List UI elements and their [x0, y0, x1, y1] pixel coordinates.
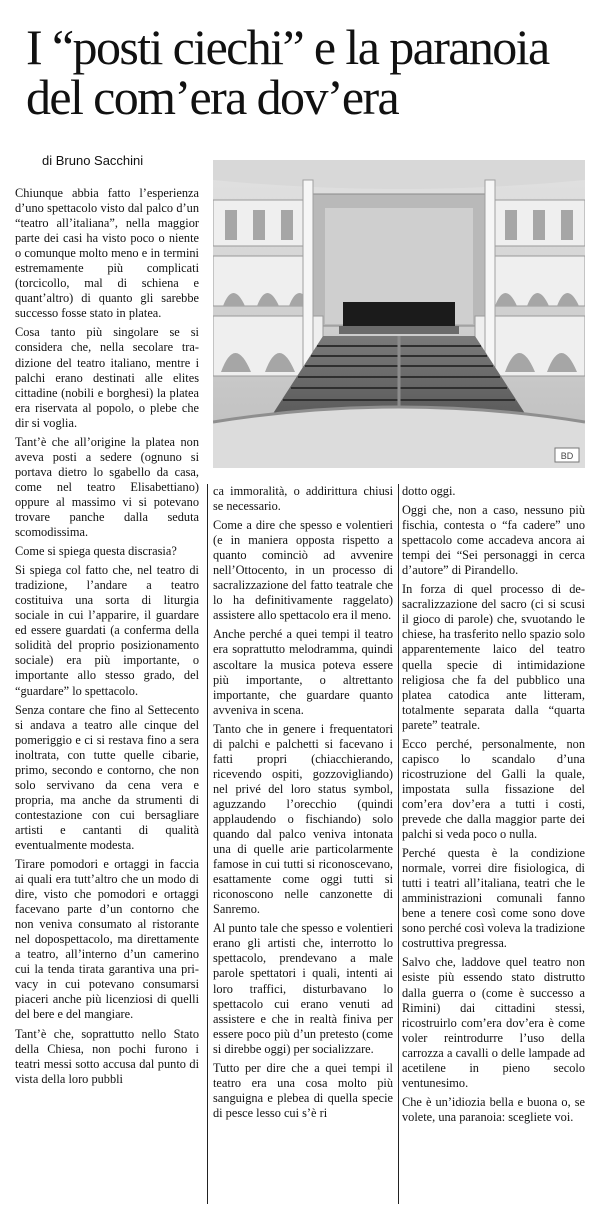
paragraph: Come si spiega questa discrasia? [15, 544, 177, 559]
column-2 [213, 484, 393, 1206]
column-3 [402, 484, 585, 1206]
paragraph: Chiunque abbia fatto l’esperienza d’uno spettacolo visto dal palco d’un “teatro all’italiana”, nella maggior parte dei casi ha visto poco o niente o comunque molto meno e in termini estremamente più complicati (torcicollo, mal di schiena e quant’altro) di quanto gli sarebbe successo fosse stato in platea. [15, 186, 199, 321]
paragraph: Si spiega col fatto che, nel teatro di tradizione, l’andare a teatro costituiva una sorta di liturgia sociale in cui l’apparire, il guardare ed essere guardati (a conferma della solidità del proprio posizionamento sociale) era più importante, o importante allo stesso grado, del “guardare” lo spettacolo. [15, 563, 199, 698]
paragraph: Salvo che, laddove quel teatro non esiste più essendo stato distrutto dalla guerra o (come è successo a Rimini) dai cittadini stessi, ricostruirlo com’era dov’era è come voler reintrodurre l’uso della carrozza a cavalli o delle lampade ad acetilene in pieno secolo ventunesimo. [402, 955, 585, 1090]
photo-credit: BD [560, 451, 574, 461]
paragraph: Anche perché a quei tempi il teatro era soprattutto melodramma, quindi ascoltare la musica poteva essere più importante, o altrettanto importante, che guardare quanto avveniva in scena. [213, 627, 393, 717]
paragraph: dotto oggi. [402, 484, 456, 498]
paragraph: Cosa tanto più singolare se si considera che, nella secolare tradizione del teatro italiano, mentre i palchi erano destinati alle elites cittadine (nobili e borghesi) la platea era riservata al popolo, o plebe che dir si voglia. [15, 325, 199, 430]
paragraph: Tant’è che, soprattutto nello Stato della Chiesa, non pochi furono i teatri messi sotto accusa dal punto di vista della loro pubbli [15, 1026, 199, 1086]
paragraph: Tant’è che all’origine la platea non aveva posti a sedere (ognuno si portava dietro lo sgabello da casa, come nel teatro Elisabettiano) oppure al massimo vi si potevano trovare panche dalla seduta scomodissima. [15, 434, 199, 540]
paragraph: Oggi che, non a caso, nessuno più fischia, contesta o “fa cadere” uno spettacolo come accadeva ancora ai tempi dei “Sei personaggi in cerca d’autore” di Pirandello. [402, 503, 585, 578]
column-rule-right [398, 484, 399, 1204]
paragraph: Che è un’idiozia bella e buona o, se volete, una paranoia: scegliete voi. [402, 1094, 585, 1124]
paragraph: Ecco perché, personalmente, non capisco lo scandalo d’una ricostruzione del Galli la quale, impostata sulla fissazione del com’era dov’era a tutti i costi, prevede che dalla maggior parte dei palchi si veda poco o nulla. [402, 736, 585, 842]
paragraph: In forza di quel processo di desacralizzazione del sacro (ci si scusi il gioco di parole) che, svuotando le chiese, ha trasferito nello spazio solo apparentemente laico del teatro quella specie di intimidazione religiosa che fa del pubblico una platea catodica ante litteram, totalmente separata dalla “quarta parete” teatrale. [402, 582, 585, 732]
paragraph: Tutto per dire che a quei tempi il teatro era una cosa molto più sanguigna e plebea di quella specie di pesce lesso cui s’è ri [213, 1060, 393, 1120]
theater-illustration [213, 160, 585, 468]
paragraph: Perché questa è la condizione normale, vorrei dire fisiologica, di tutti i teatri all’italiana, teatri che le amministrazioni comunali fanno bene a tenere così come sono dove sono perché così voleva la tradizione costruttiva pregressa. [402, 846, 585, 951]
column-rule-left [207, 484, 208, 1204]
paragraph: Al punto tale che spesso e volentieri erano gli artisti che, interrotto lo spettacolo, prendevano a male parole spettatori i quali, intenti ai loro traffici, disturbavano lo spettacolo cui erano venuti ad assistere e che in realtà finiva per essere poco più d’un pretesto (come si direbbe oggi) per socializzare. [213, 921, 393, 1056]
byline: di Bruno Sacchini [42, 153, 144, 168]
paragraph: ca immoralità, o addirittura chiusi se necessario. [213, 484, 393, 514]
paragraph: Tirare pomodori e ortaggi in faccia ai quali era tutt’altro che un modo di dire, visto che pomodori e ortaggi facevano parte d’un contorno che non veniva consumato al ristorante nel dopospettacolo, ma direttamente a teatro, all’interno d’un camerino cui la tenda tirata garantiva una privacy in cui potevano consumarsi piaceri anche più licenziosi di quelli del bere e del mangiare. [15, 857, 199, 1022]
headline-line-2: del com’era dov’era [26, 69, 399, 125]
paragraph: Senza contare che fino al Settecento si andava a teatro alle cinque del pomeriggio e ci si restava fino a sera inoltrata, con tutte quelle cibarie, primo, secondo e contorno, che non solo servivano da cena vera e propria, ma anche da strumenti di contestazione con cui bersagliare artisti e cantanti di qualità eventualmente modesta. [15, 702, 199, 852]
paragraph: Tanto che in genere i frequentatori di palchi e palchetti si facevano i fatti propri (chiacchierando, ricevendo ospiti, gozzovigliando) nel privé del loro status symbol, aguzzando l’orecchio (quindi applaudendo o fischiando) solo quando dal palco veniva intonata una di quelle arie particolarmente famose in cui tutti si riconoscevano, esattamente come oggi tutti si riconoscono nelle canzonette di Sanremo. [213, 721, 393, 917]
headline-line-1: I “posti ciechi” e la paranoia [26, 19, 549, 75]
column-1 [15, 186, 199, 1206]
headline [26, 19, 586, 125]
paragraph: Come a dire che spesso e volentieri (e in maniera opposta rispetto a quanto cominciò ad avvenire nell’Ottocento, in un processo di sacralizzazione del fatto teatrale che lo ha definitivamente raggelato) assistere allo spettacolo era il meno. [213, 518, 393, 623]
theater-photo [213, 160, 585, 468]
